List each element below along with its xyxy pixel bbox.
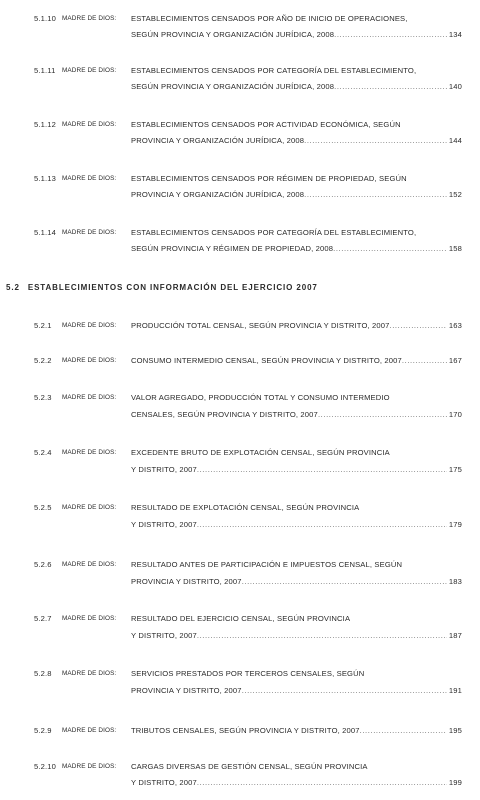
entry-title-text: PRODUCCIÓN TOTAL CENSAL, SEGÚN PROVINCIA Y DISTRITO, 2007 <box>131 321 390 330</box>
entry-region: MADRE DE DIOS: <box>62 175 117 182</box>
entry-region: MADRE DE DIOS: <box>62 727 117 734</box>
entry-title-text: PROVINCIA Y DISTRITO, 2007 <box>131 686 242 695</box>
entry-title-text: TRIBUTOS CENSALES, SEGÚN PROVINCIA Y DISTRITO, 2007 <box>131 726 360 735</box>
entry-title-text: PROVINCIA Y DISTRITO, 2007 <box>131 577 242 586</box>
entry-title-text: CENSALES, SEGÚN PROVINCIA Y DISTRITO, 2007 <box>131 410 318 419</box>
entry-title-line1: ESTABLECIMIENTOS CENSADOS POR RÉGIMEN DE PROPIEDAD, SEGÚN <box>131 174 407 183</box>
toc-entry-5-1-14 <box>0 228 480 258</box>
entry-title-line2 <box>131 410 462 419</box>
entry-title-line2 <box>131 321 462 330</box>
entry-title-line1: SERVICIOS PRESTADOS POR TERCEROS CENSALES, SEGÚN <box>131 669 365 678</box>
entry-region: MADRE DE DIOS: <box>62 322 117 329</box>
entry-title-text: Y DISTRITO, 2007 <box>131 465 197 474</box>
entry-title-line2 <box>131 726 462 735</box>
entry-page: 199 <box>448 778 462 787</box>
section-heading <box>6 283 318 292</box>
leader-dots <box>242 577 447 586</box>
toc-entry-5-2-3 <box>0 393 480 423</box>
entry-title-line2 <box>131 686 462 695</box>
entry-title-line2 <box>131 82 462 91</box>
entry-region: MADRE DE DIOS: <box>62 357 117 364</box>
entry-number: 5.2.5 <box>34 503 52 512</box>
entry-number: 5.2.2 <box>34 356 52 365</box>
entry-title-line1: RESULTADO ANTES DE PARTICIPACIÓN E IMPUESTOS CENSAL, SEGÚN <box>131 560 403 569</box>
toc-entry-5-1-13 <box>0 174 480 204</box>
entry-number: 5.1.12 <box>34 120 57 129</box>
entry-title-line2 <box>131 356 462 365</box>
toc-entry-5-2-5 <box>0 503 480 533</box>
toc-entry-5-2-10 <box>0 762 480 792</box>
entry-title-line2 <box>131 244 462 253</box>
toc-entry-5-2-6 <box>0 560 480 590</box>
entry-region: MADRE DE DIOS: <box>62 15 117 22</box>
entry-number: 5.2.8 <box>34 669 52 678</box>
entry-number: 5.2.10 <box>34 762 57 771</box>
leader-dots <box>304 136 447 145</box>
entry-number: 5.1.13 <box>34 174 57 183</box>
entry-page: 179 <box>448 520 462 529</box>
entry-title-text: SEGÚN PROVINCIA Y ORGANIZACIÓN JURÍDICA, 2008 <box>131 82 335 91</box>
entry-number: 5.1.14 <box>34 228 57 237</box>
entry-page: 167 <box>448 356 462 365</box>
entry-title-text: CONSUMO INTERMEDIO CENSAL, SEGÚN PROVINCIA Y DISTRITO, 2007 <box>131 356 402 365</box>
entry-page: 170 <box>448 410 462 419</box>
entry-page: 183 <box>448 577 462 586</box>
section-title: ESTABLECIMIENTOS CON INFORMACIÓN DEL EJERCICIO 2007 <box>27 283 318 292</box>
entry-page: 134 <box>448 30 462 39</box>
entry-number: 5.2.3 <box>34 393 52 402</box>
entry-title-line1: VALOR AGREGADO, PRODUCCIÓN TOTAL Y CONSUMO INTERMEDIO <box>131 393 390 402</box>
entry-region: MADRE DE DIOS: <box>62 561 117 568</box>
entry-number: 5.1.10 <box>34 14 57 23</box>
leader-dots <box>334 30 447 39</box>
entry-region: MADRE DE DIOS: <box>62 121 117 128</box>
entry-number: 5.2.9 <box>34 726 52 735</box>
entry-number: 5.2.1 <box>34 321 52 330</box>
leader-dots <box>197 520 447 529</box>
entry-page: 140 <box>448 82 462 91</box>
entry-title-text: Y DISTRITO, 2007 <box>131 520 197 529</box>
entry-region: MADRE DE DIOS: <box>62 67 117 74</box>
entry-page: 152 <box>448 190 462 199</box>
entry-region: MADRE DE DIOS: <box>62 615 117 622</box>
entry-title-line2 <box>131 30 462 39</box>
entry-region: MADRE DE DIOS: <box>62 670 117 677</box>
leader-dots <box>197 465 447 474</box>
entry-number: 5.2.6 <box>34 560 52 569</box>
entry-title-line1: ESTABLECIMIENTOS CENSADOS POR AÑO DE INICIO DE OPERACIONES, <box>131 14 408 23</box>
entry-page: 175 <box>448 465 462 474</box>
entry-title-line2 <box>131 190 462 199</box>
entry-title-line1: RESULTADO DE EXPLOTACIÓN CENSAL, SEGÚN PROVINCIA <box>131 503 360 512</box>
toc-entry-5-1-11 <box>0 66 480 96</box>
leader-dots <box>402 356 447 365</box>
entry-page: 158 <box>448 244 462 253</box>
entry-title-line1: ESTABLECIMIENTOS CENSADOS POR CATEGORÍA DEL ESTABLECIMIENTO, <box>131 228 417 237</box>
entry-title-line1: RESULTADO DEL EJERCICIO CENSAL, SEGÚN PROVINCIA <box>131 614 351 623</box>
toc-entry-5-2-2 <box>0 356 480 370</box>
leader-dots <box>197 778 447 787</box>
toc-entry-5-1-10 <box>0 14 480 44</box>
entry-title-line2 <box>131 631 462 640</box>
entry-region: MADRE DE DIOS: <box>62 763 117 770</box>
entry-number: 5.2.4 <box>34 448 52 457</box>
leader-dots <box>333 244 447 253</box>
toc-entry-5-2-4 <box>0 448 480 478</box>
entry-title-text: PROVINCIA Y ORGANIZACIÓN JURÍDICA, 2008 <box>131 190 305 199</box>
toc-entry-5-2-7 <box>0 614 480 644</box>
entry-title-line2 <box>131 778 462 787</box>
toc-entry-5-2-1 <box>0 321 480 335</box>
entry-page: 191 <box>448 686 462 695</box>
entry-region: MADRE DE DIOS: <box>62 394 117 401</box>
entry-region: MADRE DE DIOS: <box>62 229 117 236</box>
entry-title-text: SEGÚN PROVINCIA Y ORGANIZACIÓN JURÍDICA, 2008 <box>131 30 335 39</box>
entry-title-line1: CARGAS DIVERSAS DE GESTIÓN CENSAL, SEGÚN PROVINCIA <box>131 762 368 771</box>
entry-title-line1: EXCEDENTE BRUTO DE EXPLOTACIÓN CENSAL, SEGÚN PROVINCIA <box>131 448 390 457</box>
entry-title-line2 <box>131 520 462 529</box>
entry-title-line1: ESTABLECIMIENTOS CENSADOS POR ACTIVIDAD ECONÓMICA, SEGÚN <box>131 120 401 129</box>
toc-entry-5-1-12 <box>0 120 480 150</box>
entry-number: 5.2.7 <box>34 614 52 623</box>
entry-title-text: PROVINCIA Y ORGANIZACIÓN JURÍDICA, 2008 <box>131 136 305 145</box>
entry-page: 187 <box>448 631 462 640</box>
leader-dots <box>242 686 447 695</box>
entry-title-text: Y DISTRITO, 2007 <box>131 631 197 640</box>
leader-dots <box>318 410 447 419</box>
toc-entry-5-2-9 <box>0 726 480 740</box>
entry-title-text: SEGÚN PROVINCIA Y RÉGIMEN DE PROPIEDAD, 2008 <box>131 244 334 253</box>
entry-title-line1: ESTABLECIMIENTOS CENSADOS POR CATEGORÍA DEL ESTABLECIMIENTO, <box>131 66 417 75</box>
leader-dots <box>360 726 447 735</box>
entry-title-line2 <box>131 465 462 474</box>
section-number: 5.2 <box>6 283 20 292</box>
entry-number: 5.1.11 <box>34 66 56 75</box>
entry-title-line2 <box>131 136 462 145</box>
entry-region: MADRE DE DIOS: <box>62 504 117 511</box>
entry-page: 195 <box>448 726 462 735</box>
toc-entry-5-2-8 <box>0 669 480 699</box>
leader-dots <box>304 190 447 199</box>
entry-page: 163 <box>448 321 462 330</box>
entry-page: 144 <box>448 136 462 145</box>
entry-title-line2 <box>131 577 462 586</box>
leader-dots <box>197 631 447 640</box>
leader-dots <box>390 321 447 330</box>
entry-region: MADRE DE DIOS: <box>62 449 117 456</box>
leader-dots <box>334 82 447 91</box>
entry-title-text: Y DISTRITO, 2007 <box>131 778 197 787</box>
